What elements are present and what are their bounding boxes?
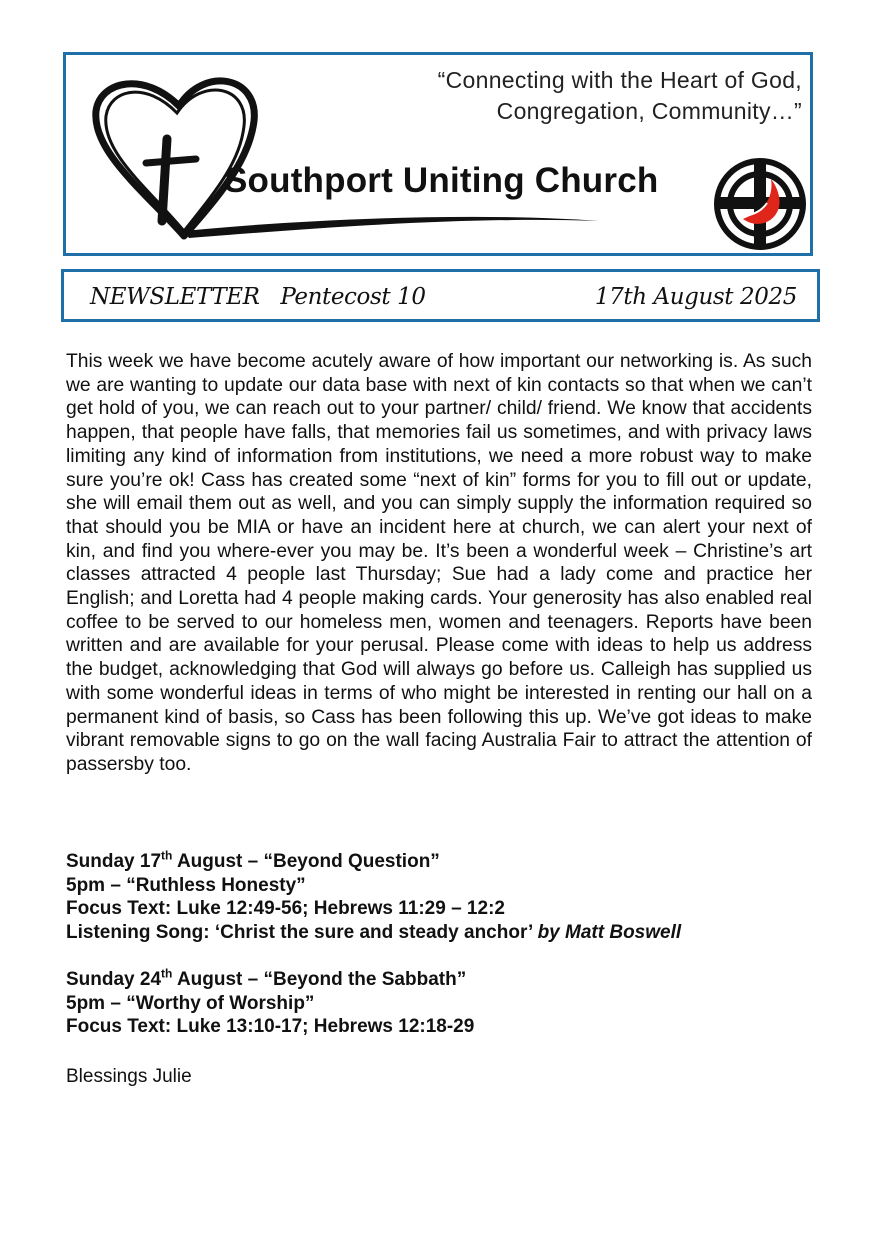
service-evening: 5pm – “Worthy of Worship” <box>66 992 315 1014</box>
service-item <box>66 850 826 944</box>
newsletter-body: This week we have become acutely aware of how important our networking is. As such we are wanting to update our data base with next of kin contacts so that when we can’t get hold of you, we can reach out to your partner/ child/ friend. We know that accidents happen, that people have falls, that memories fail us sometimes, and with privacy laws limiting any kind of information from institutions, we need a more robust way to make sure you’re ok! Cass has created some “next of kin” forms for you to fill out or update, she will email them out as well, and you can simply supply the information required so that should you be MIA or have an incident here at church, we can alert your next of kin, and find you where-ever you may be. It’s been a wonderful week – Christine’s art classes attracted 4 people last Thursday; Sue had a lady come and practice her English; and Loretta had 4 people making cards. Your generosity has also enabled real coffee to be served to our homeless men, women and teenagers. Reports have been written and are available for your perusal. Please come with ideas to help us address the budget, acknowledging that God will always go before us. Calleigh has supplied us with some wonderful ideas in terms of who might be interested in renting our hall on a permanent kind of basis, so Cass has been following this up. We’ve got ideas to make vibrant removable signs to go on the wall facing Australia Fair to attract the attention of passersby too. <box>66 351 812 775</box>
service-listening-song: Listening Song: ‘Christ the sure and steady anchor’ by Matt Boswell <box>66 921 682 943</box>
newsletter-label: NEWSLETTER Pentecost 10 <box>90 284 426 310</box>
newsletter-date: 17th August 2025 <box>594 284 797 310</box>
tagline: “Connecting with the Heart of God, Congregation, Community…” <box>437 67 802 124</box>
service-title: Sunday 17th August – “Beyond Question” <box>66 848 440 872</box>
service-focus-text: Focus Text: Luke 13:10-17; Hebrews 12:18-29 <box>66 1016 475 1037</box>
service-title: Sunday 24th August – “Beyond the Sabbath” <box>66 966 467 990</box>
service-focus-text: Focus Text: Luke 12:49-56; Hebrews 11:29 – 12:2 <box>66 898 505 919</box>
uniting-church-logo <box>713 157 807 251</box>
masthead <box>63 52 813 256</box>
newsletter-banner <box>61 269 820 322</box>
signoff: Blessings Julie <box>66 1066 192 1087</box>
church-name: Southport Uniting Church <box>224 161 659 200</box>
services-list <box>66 850 826 1039</box>
service-item <box>66 968 826 1039</box>
service-evening: 5pm – “Ruthless Honesty” <box>66 874 306 896</box>
